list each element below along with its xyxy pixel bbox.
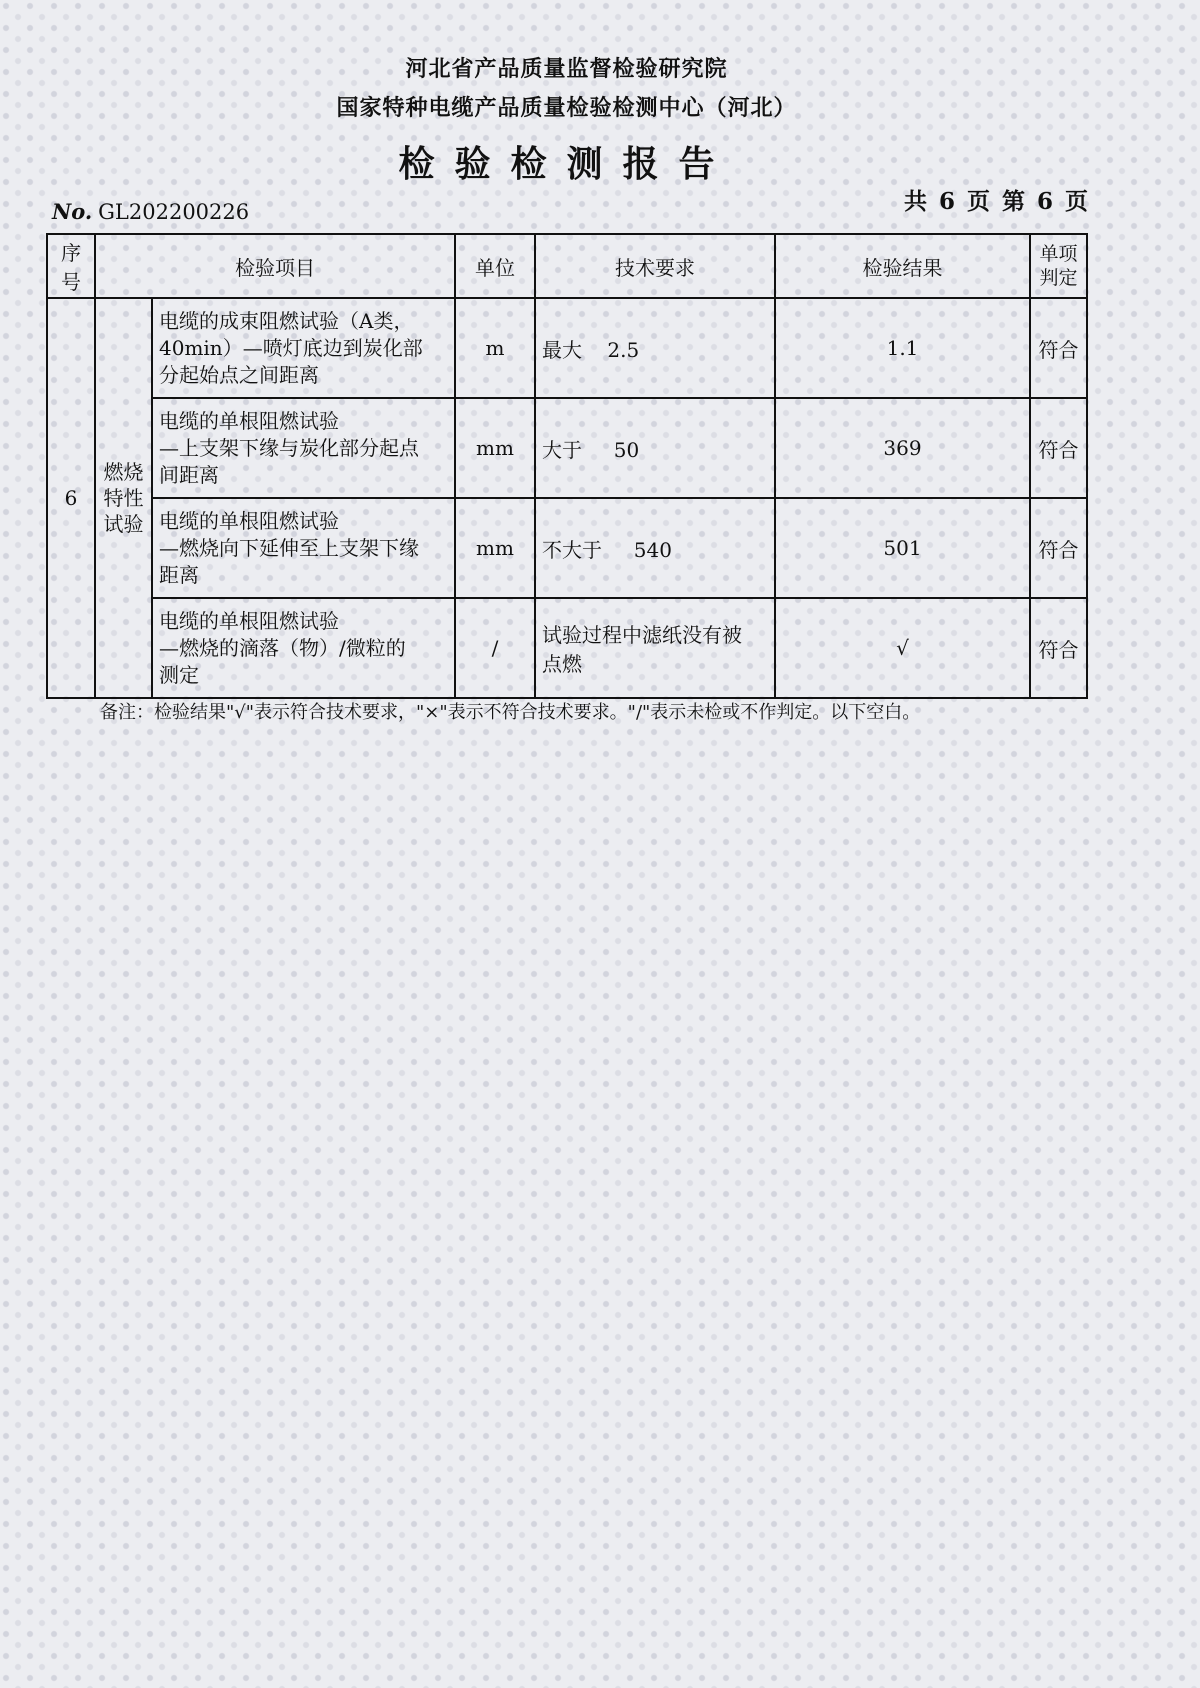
header-requirement: 技术要求 bbox=[535, 234, 775, 298]
item-cell bbox=[152, 398, 455, 498]
result-cell: √ bbox=[775, 598, 1030, 698]
judgement-cell: 符合 bbox=[1030, 598, 1087, 698]
page-count: 共 6 页 第 6 页 bbox=[903, 188, 1090, 215]
header-seq: 序号 bbox=[47, 234, 95, 298]
judgement-cell: 符合 bbox=[1030, 498, 1087, 598]
judgement-cell: 符合 bbox=[1030, 398, 1087, 498]
category-line: 燃烧 bbox=[103, 460, 144, 484]
requirement-line: 大于 50 bbox=[542, 437, 640, 462]
header-unit: 单位 bbox=[455, 234, 535, 298]
item-line: —上支架下缘与炭化部分起点 bbox=[159, 435, 419, 460]
item-cell bbox=[152, 498, 455, 598]
header-item: 检验项目 bbox=[95, 234, 455, 298]
unit-cell: m bbox=[455, 298, 535, 398]
result-cell: 369 bbox=[775, 398, 1030, 498]
judgement-cell: 符合 bbox=[1030, 298, 1087, 398]
requirement-cell bbox=[535, 598, 775, 698]
report-number-value: GL202200226 bbox=[98, 200, 250, 224]
table-row bbox=[47, 398, 1087, 498]
item-line: 电缆的单根阻燃试验 bbox=[159, 508, 339, 533]
report-number-prefix: No. bbox=[52, 199, 93, 224]
header-result: 检验结果 bbox=[775, 234, 1030, 298]
requirement-cell bbox=[535, 498, 775, 598]
category-line: 试验 bbox=[103, 512, 144, 536]
table-row bbox=[47, 598, 1087, 698]
result-cell: 501 bbox=[775, 498, 1030, 598]
item-line: 电缆的单根阻燃试验 bbox=[159, 608, 339, 633]
requirement-line: 点燃 bbox=[542, 652, 582, 676]
requirement-line: 最大 2.5 bbox=[542, 337, 640, 362]
table-row bbox=[47, 298, 1087, 398]
item-line: 电缆的成束阻燃试验（A类， bbox=[159, 308, 414, 333]
item-cell bbox=[152, 598, 455, 698]
seq-cell: 6 bbox=[47, 298, 95, 698]
unit-cell: / bbox=[455, 598, 535, 698]
center-name: 国家特种电缆产品质量检验检测中心（河北） bbox=[336, 95, 797, 121]
category-cell bbox=[95, 298, 152, 698]
item-line: 测定 bbox=[159, 662, 199, 687]
table-row bbox=[47, 498, 1087, 598]
requirement-line: 不大于 540 bbox=[542, 537, 672, 562]
organization-name: 河北省产品质量监督检验研究院 bbox=[405, 56, 728, 82]
item-cell bbox=[152, 298, 455, 398]
header-judgement bbox=[1030, 234, 1087, 298]
item-line: —燃烧的滴落（物）/微粒的 bbox=[159, 635, 406, 660]
unit-cell: mm bbox=[455, 398, 535, 498]
item-line: 分起始点之间距离 bbox=[159, 362, 319, 387]
result-cell: 1.1 bbox=[775, 298, 1030, 398]
unit-cell: mm bbox=[455, 498, 535, 598]
item-line: 电缆的单根阻燃试验 bbox=[159, 408, 339, 433]
table-header-row bbox=[47, 234, 1087, 298]
requirement-cell bbox=[535, 298, 775, 398]
item-line: 40min）—喷灯底边到炭化部 bbox=[159, 335, 423, 360]
inspection-table bbox=[46, 233, 1088, 699]
header-judgement-line2: 判定 bbox=[1039, 267, 1078, 289]
footnote: 备注：检验结果"√"表示符合技术要求，"×"表示不符合技术要求。"/"表示未检或不作判定。以下空白。 bbox=[100, 702, 921, 723]
requirement-cell bbox=[535, 398, 775, 498]
category-line: 特性 bbox=[103, 486, 144, 510]
header-judgement-line1: 单项 bbox=[1039, 243, 1078, 265]
item-line: —燃烧向下延伸至上支架下缘 bbox=[159, 535, 419, 560]
report-title: 检验检测报告 bbox=[398, 143, 735, 185]
item-line: 距离 bbox=[159, 562, 199, 587]
requirement-line: 试验过程中滤纸没有被 bbox=[542, 623, 742, 647]
report-number bbox=[52, 199, 249, 224]
item-line: 间距离 bbox=[159, 462, 219, 487]
